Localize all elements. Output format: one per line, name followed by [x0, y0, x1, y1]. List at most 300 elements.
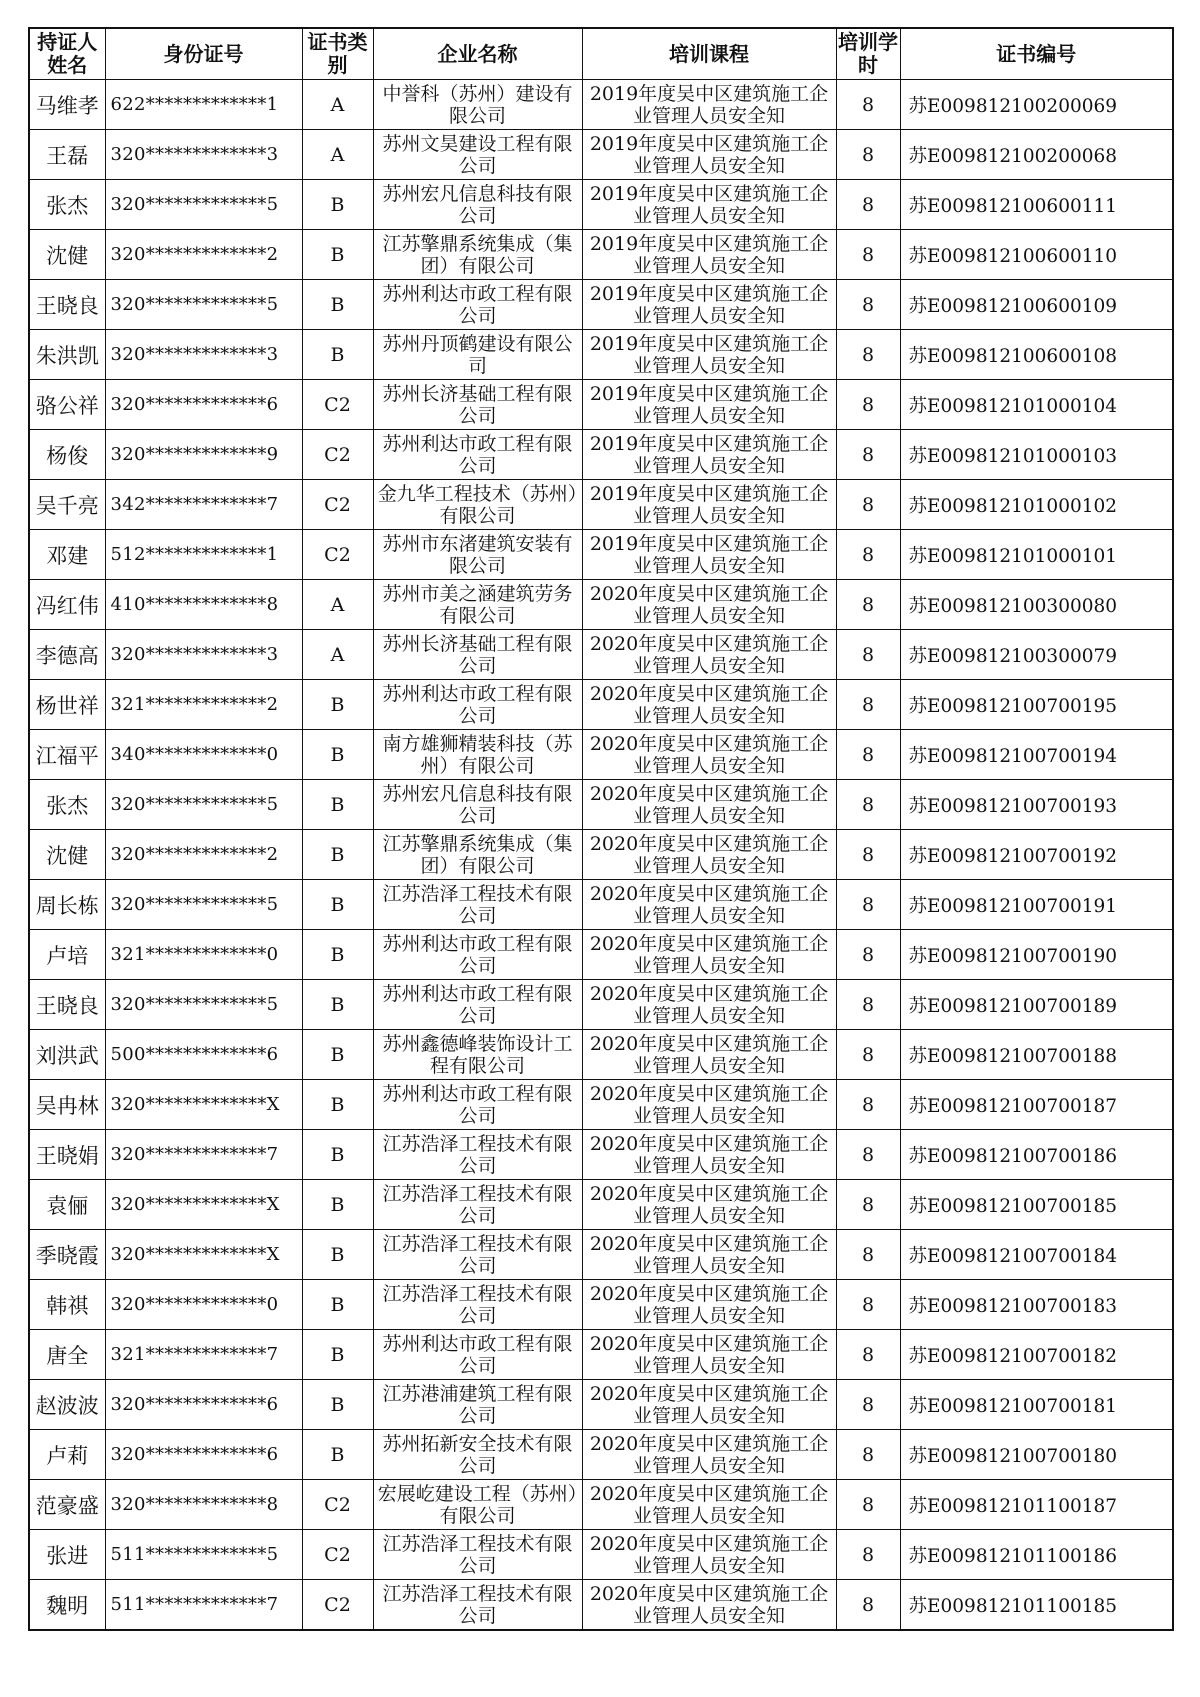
training-course-cell [582, 1430, 836, 1480]
cert-number-cell: 苏E009812100700189 [900, 980, 1173, 1030]
company-name-cell [373, 530, 582, 580]
company-name-cell [373, 580, 582, 630]
training-course-cell [582, 780, 836, 830]
holder-name-cell: 卢培 [29, 930, 105, 980]
company-name-text: 苏州利达市政工程有限公司 [382, 1333, 573, 1377]
table-row [29, 180, 1173, 230]
training-course-text: 2020年度吴中区建筑施工企业管理人员安全知 [589, 683, 829, 727]
training-hours-cell: 8 [836, 380, 900, 430]
company-name-cell [373, 1080, 582, 1130]
training-course-cell [582, 1580, 836, 1631]
id-number-cell: 340*************0 [105, 730, 302, 780]
id-number-cell: 320*************2 [105, 830, 302, 880]
cert-category-cell: C2 [302, 1530, 373, 1580]
holder-name-cell: 冯红伟 [29, 580, 105, 630]
company-name-text: 金九华工程技术（苏州）有限公司 [377, 483, 578, 527]
company-name-text: 江苏港浦建筑工程有限公司 [382, 1383, 573, 1427]
cert-number-cell: 苏E009812100700190 [900, 930, 1173, 980]
table-row [29, 130, 1173, 180]
cert-category-cell: B [302, 180, 373, 230]
cert-number-cell: 苏E009812100700193 [900, 780, 1173, 830]
training-hours-cell: 8 [836, 1230, 900, 1280]
holder-name-cell: 张进 [29, 1530, 105, 1580]
company-name-text: 苏州长济基础工程有限公司 [382, 383, 573, 427]
training-hours-cell: 8 [836, 880, 900, 930]
cert-number-cell: 苏E009812101100187 [900, 1480, 1173, 1530]
id-number-cell: 320*************5 [105, 780, 302, 830]
company-name-text: 苏州利达市政工程有限公司 [382, 683, 573, 727]
cert-category-cell: C2 [302, 380, 373, 430]
table-header-row [29, 28, 1173, 80]
cert-number-cell: 苏E009812100700191 [900, 880, 1173, 930]
holder-name-cell: 王晓良 [29, 980, 105, 1030]
company-name-cell [373, 780, 582, 830]
holder-name-cell: 沈健 [29, 830, 105, 880]
training-course-cell [582, 1030, 836, 1080]
cert-number-cell: 苏E009812100700180 [900, 1430, 1173, 1480]
training-course-cell [582, 680, 836, 730]
header-cert-number: 证书编号 [900, 28, 1173, 80]
table-row [29, 1580, 1173, 1631]
company-name-cell [373, 280, 582, 330]
table-row [29, 680, 1173, 730]
holder-name-cell: 季晓霞 [29, 1230, 105, 1280]
company-name-cell [373, 880, 582, 930]
company-name-text: 江苏浩泽工程技术有限公司 [382, 883, 573, 927]
training-course-text: 2020年度吴中区建筑施工企业管理人员安全知 [589, 1333, 829, 1377]
training-course-cell [582, 330, 836, 380]
training-course-cell [582, 1230, 836, 1280]
id-number-cell: 320*************7 [105, 1130, 302, 1180]
table-row [29, 330, 1173, 380]
table-row [29, 730, 1173, 780]
cert-number-cell: 苏E009812101000103 [900, 430, 1173, 480]
holder-name-cell: 范豪盛 [29, 1480, 105, 1530]
cert-category-cell: B [302, 330, 373, 380]
training-course-cell [582, 580, 836, 630]
holder-name-cell: 魏明 [29, 1580, 105, 1631]
training-hours-cell: 8 [836, 1130, 900, 1180]
table-row [29, 280, 1173, 330]
cert-category-cell: C2 [302, 480, 373, 530]
cert-category-cell: B [302, 1380, 373, 1430]
company-name-cell [373, 1180, 582, 1230]
company-name-text: 苏州拓新安全技术有限公司 [382, 1433, 573, 1477]
cert-number-cell: 苏E009812100700192 [900, 830, 1173, 880]
company-name-text: 江苏浩泽工程技术有限公司 [382, 1233, 573, 1277]
table-row [29, 1380, 1173, 1430]
company-name-text: 中誉科（苏州）建设有限公司 [382, 83, 573, 127]
table-row [29, 630, 1173, 680]
training-course-cell [582, 1130, 836, 1180]
training-hours-cell: 8 [836, 280, 900, 330]
cert-number-cell: 苏E009812100300079 [900, 630, 1173, 680]
cert-number-cell: 苏E009812100700185 [900, 1180, 1173, 1230]
company-name-text: 苏州市美之涵建筑劳务有限公司 [382, 583, 573, 627]
company-name-text: 江苏浩泽工程技术有限公司 [382, 1183, 573, 1227]
table-row [29, 230, 1173, 280]
training-course-cell [582, 1180, 836, 1230]
training-hours-cell: 8 [836, 130, 900, 180]
company-name-cell [373, 230, 582, 280]
company-name-cell [373, 130, 582, 180]
cert-number-cell: 苏E009812100300080 [900, 580, 1173, 630]
company-name-text: 苏州利达市政工程有限公司 [382, 1083, 573, 1127]
training-hours-cell: 8 [836, 630, 900, 680]
id-number-cell: 320*************8 [105, 1480, 302, 1530]
holder-name-cell: 张杰 [29, 180, 105, 230]
holder-name-cell: 袁俪 [29, 1180, 105, 1230]
table-row [29, 1080, 1173, 1130]
company-name-cell [373, 480, 582, 530]
holder-name-cell: 杨世祥 [29, 680, 105, 730]
cert-category-cell: B [302, 230, 373, 280]
company-name-cell [373, 1280, 582, 1330]
company-name-text: 江苏浩泽工程技术有限公司 [382, 1283, 573, 1327]
holder-name-cell: 赵波波 [29, 1380, 105, 1430]
company-name-text: 江苏擎鼎系统集成（集团）有限公司 [382, 233, 573, 277]
header-cert-category: 证书类别 [302, 28, 373, 80]
training-course-cell [582, 180, 836, 230]
training-course-text: 2019年度吴中区建筑施工企业管理人员安全知 [589, 133, 829, 177]
holder-name-cell: 江福平 [29, 730, 105, 780]
training-course-cell [582, 980, 836, 1030]
company-name-cell [373, 1380, 582, 1430]
company-name-cell [373, 680, 582, 730]
id-number-cell: 511*************7 [105, 1580, 302, 1631]
holder-name-cell: 韩祺 [29, 1280, 105, 1330]
table-row [29, 1030, 1173, 1080]
training-course-text: 2019年度吴中区建筑施工企业管理人员安全知 [589, 233, 829, 277]
training-hours-cell: 8 [836, 180, 900, 230]
table-row [29, 780, 1173, 830]
training-hours-cell: 8 [836, 1530, 900, 1580]
table-row [29, 830, 1173, 880]
cert-category-cell: C2 [302, 1480, 373, 1530]
header-training-course: 培训课程 [582, 28, 836, 80]
table-row [29, 1430, 1173, 1480]
training-course-text: 2020年度吴中区建筑施工企业管理人员安全知 [589, 733, 829, 777]
table-row [29, 980, 1173, 1030]
cert-category-cell: B [302, 1280, 373, 1330]
company-name-text: 江苏浩泽工程技术有限公司 [382, 1533, 573, 1577]
training-course-text: 2020年度吴中区建筑施工企业管理人员安全知 [589, 1533, 829, 1577]
id-number-cell: 342*************7 [105, 480, 302, 530]
training-course-text: 2019年度吴中区建筑施工企业管理人员安全知 [589, 483, 829, 527]
training-course-text: 2020年度吴中区建筑施工企业管理人员安全知 [589, 983, 829, 1027]
cert-category-cell: C2 [302, 530, 373, 580]
company-name-cell [373, 830, 582, 880]
company-name-cell [373, 980, 582, 1030]
training-course-cell [582, 530, 836, 580]
training-hours-cell: 8 [836, 580, 900, 630]
cert-number-cell: 苏E009812101100185 [900, 1580, 1173, 1631]
training-course-cell [582, 480, 836, 530]
id-number-cell: 320*************3 [105, 130, 302, 180]
id-number-cell: 320*************3 [105, 630, 302, 680]
cert-category-cell: B [302, 1430, 373, 1480]
training-course-text: 2020年度吴中区建筑施工企业管理人员安全知 [589, 933, 829, 977]
holder-name-cell: 张杰 [29, 780, 105, 830]
training-course-text: 2019年度吴中区建筑施工企业管理人员安全知 [589, 333, 829, 377]
training-course-text: 2020年度吴中区建筑施工企业管理人员安全知 [589, 1233, 829, 1277]
cert-category-cell: B [302, 680, 373, 730]
company-name-text: 苏州长济基础工程有限公司 [382, 633, 573, 677]
training-hours-cell: 8 [836, 1180, 900, 1230]
training-course-text: 2019年度吴中区建筑施工企业管理人员安全知 [589, 533, 829, 577]
training-course-cell [582, 930, 836, 980]
id-number-cell: 320*************9 [105, 430, 302, 480]
holder-name-cell: 刘洪武 [29, 1030, 105, 1080]
company-name-cell [373, 1530, 582, 1580]
company-name-text: 苏州利达市政工程有限公司 [382, 283, 573, 327]
id-number-cell: 320*************2 [105, 230, 302, 280]
training-hours-cell: 8 [836, 430, 900, 480]
training-hours-cell: 8 [836, 1580, 900, 1631]
id-number-cell: 320*************6 [105, 1430, 302, 1480]
table-row [29, 580, 1173, 630]
id-number-cell: 320*************6 [105, 380, 302, 430]
training-course-text: 2020年度吴中区建筑施工企业管理人员安全知 [589, 1283, 829, 1327]
cert-number-cell: 苏E009812100700195 [900, 680, 1173, 730]
table-row [29, 1180, 1173, 1230]
training-hours-cell: 8 [836, 1330, 900, 1380]
cert-category-cell: A [302, 80, 373, 130]
id-number-cell: 511*************5 [105, 1530, 302, 1580]
holder-name-cell: 吴千亮 [29, 480, 105, 530]
cert-number-cell: 苏E009812101000102 [900, 480, 1173, 530]
company-name-text: 江苏擎鼎系统集成（集团）有限公司 [382, 833, 573, 877]
holder-name-cell: 周长栋 [29, 880, 105, 930]
holder-name-cell: 沈健 [29, 230, 105, 280]
table-row [29, 1130, 1173, 1180]
cert-category-cell: B [302, 1030, 373, 1080]
table-body [29, 80, 1173, 1631]
id-number-cell: 320*************6 [105, 1380, 302, 1430]
cert-number-cell: 苏E009812100700184 [900, 1230, 1173, 1280]
training-hours-cell: 8 [836, 530, 900, 580]
training-course-cell [582, 380, 836, 430]
training-course-cell [582, 730, 836, 780]
company-name-text: 江苏浩泽工程技术有限公司 [382, 1133, 573, 1177]
company-name-text: 苏州文昊建设工程有限公司 [382, 133, 573, 177]
table-row [29, 80, 1173, 130]
cert-category-cell: B [302, 830, 373, 880]
company-name-cell [373, 80, 582, 130]
company-name-text: 苏州利达市政工程有限公司 [382, 933, 573, 977]
company-name-text: 江苏浩泽工程技术有限公司 [382, 1583, 573, 1627]
company-name-cell [373, 1430, 582, 1480]
holder-name-cell: 朱洪凯 [29, 330, 105, 380]
table-row [29, 930, 1173, 980]
header-company-name: 企业名称 [373, 28, 582, 80]
training-hours-cell: 8 [836, 930, 900, 980]
training-hours-cell: 8 [836, 480, 900, 530]
id-number-cell: 320*************5 [105, 880, 302, 930]
training-hours-cell: 8 [836, 1030, 900, 1080]
company-name-text: 苏州宏凡信息科技有限公司 [382, 183, 573, 227]
training-course-text: 2020年度吴中区建筑施工企业管理人员安全知 [589, 883, 829, 927]
id-number-cell: 320*************X [105, 1180, 302, 1230]
training-hours-cell: 8 [836, 780, 900, 830]
header-holder-name: 持证人姓名 [29, 28, 105, 80]
company-name-text: 苏州鑫德峰装饰设计工程有限公司 [382, 1033, 573, 1077]
company-name-cell [373, 380, 582, 430]
certificate-table [28, 27, 1174, 1631]
training-course-text: 2020年度吴中区建筑施工企业管理人员安全知 [589, 833, 829, 877]
cert-category-cell: A [302, 580, 373, 630]
company-name-cell [373, 1330, 582, 1380]
cert-number-cell: 苏E009812101000101 [900, 530, 1173, 580]
company-name-cell [373, 330, 582, 380]
cert-category-cell: B [302, 1180, 373, 1230]
cert-number-cell: 苏E009812101000104 [900, 380, 1173, 430]
training-course-text: 2020年度吴中区建筑施工企业管理人员安全知 [589, 1133, 829, 1177]
cert-number-cell: 苏E009812100600111 [900, 180, 1173, 230]
training-course-cell [582, 880, 836, 930]
company-name-text: 苏州利达市政工程有限公司 [382, 983, 573, 1027]
training-course-cell [582, 1080, 836, 1130]
cert-number-cell: 苏E009812100700182 [900, 1330, 1173, 1380]
company-name-cell [373, 1580, 582, 1631]
company-name-text: 苏州市东渚建筑安装有限公司 [382, 533, 573, 577]
id-number-cell: 320*************0 [105, 1280, 302, 1330]
holder-name-cell: 马维孝 [29, 80, 105, 130]
company-name-cell [373, 630, 582, 680]
training-hours-cell: 8 [836, 730, 900, 780]
training-hours-cell: 8 [836, 830, 900, 880]
id-number-cell: 321*************2 [105, 680, 302, 730]
training-course-text: 2019年度吴中区建筑施工企业管理人员安全知 [589, 283, 829, 327]
training-course-cell [582, 280, 836, 330]
table-row [29, 1230, 1173, 1280]
cert-category-cell: B [302, 1130, 373, 1180]
table-row [29, 880, 1173, 930]
id-number-cell: 320*************5 [105, 180, 302, 230]
cert-category-cell: B [302, 280, 373, 330]
training-course-text: 2020年度吴中区建筑施工企业管理人员安全知 [589, 1083, 829, 1127]
table-row [29, 530, 1173, 580]
cert-number-cell: 苏E009812100700194 [900, 730, 1173, 780]
header-training-hours: 培训学时 [836, 28, 900, 80]
header-id-number: 身份证号 [105, 28, 302, 80]
training-course-cell [582, 1530, 836, 1580]
company-name-cell [373, 1030, 582, 1080]
certificate-table-sheet [28, 27, 1172, 1631]
training-hours-cell: 8 [836, 680, 900, 730]
id-number-cell: 512*************1 [105, 530, 302, 580]
holder-name-cell: 吴冉林 [29, 1080, 105, 1130]
company-name-cell [373, 1230, 582, 1280]
cert-category-cell: B [302, 1230, 373, 1280]
company-name-cell [373, 430, 582, 480]
table-row [29, 1330, 1173, 1380]
company-name-text: 苏州宏凡信息科技有限公司 [382, 783, 573, 827]
training-course-text: 2019年度吴中区建筑施工企业管理人员安全知 [589, 83, 829, 127]
cert-category-cell: B [302, 730, 373, 780]
cert-number-cell: 苏E009812100700188 [900, 1030, 1173, 1080]
id-number-cell: 622*************1 [105, 80, 302, 130]
training-course-text: 2020年度吴中区建筑施工企业管理人员安全知 [589, 1433, 829, 1477]
holder-name-cell: 邓建 [29, 530, 105, 580]
training-hours-cell: 8 [836, 1480, 900, 1530]
training-hours-cell: 8 [836, 1080, 900, 1130]
cert-number-cell: 苏E009812100600109 [900, 280, 1173, 330]
id-number-cell: 320*************5 [105, 980, 302, 1030]
training-course-text: 2019年度吴中区建筑施工企业管理人员安全知 [589, 383, 829, 427]
company-name-text: 苏州利达市政工程有限公司 [382, 433, 573, 477]
holder-name-cell: 骆公祥 [29, 380, 105, 430]
id-number-cell: 320*************X [105, 1080, 302, 1130]
holder-name-cell: 李德高 [29, 630, 105, 680]
id-number-cell: 321*************0 [105, 930, 302, 980]
training-hours-cell: 8 [836, 330, 900, 380]
cert-category-cell: A [302, 630, 373, 680]
id-number-cell: 500*************6 [105, 1030, 302, 1080]
cert-number-cell: 苏E009812100200068 [900, 130, 1173, 180]
cert-number-cell: 苏E009812100700186 [900, 1130, 1173, 1180]
training-course-cell [582, 1480, 836, 1530]
table-row [29, 1480, 1173, 1530]
cert-number-cell: 苏E009812100700183 [900, 1280, 1173, 1330]
company-name-cell [373, 730, 582, 780]
training-course-cell [582, 430, 836, 480]
training-course-text: 2020年度吴中区建筑施工企业管理人员安全知 [589, 633, 829, 677]
training-course-cell [582, 130, 836, 180]
company-name-cell [373, 1130, 582, 1180]
id-number-cell: 410*************8 [105, 580, 302, 630]
holder-name-cell: 唐全 [29, 1330, 105, 1380]
training-course-text: 2020年度吴中区建筑施工企业管理人员安全知 [589, 1183, 829, 1227]
training-hours-cell: 8 [836, 230, 900, 280]
cert-category-cell: B [302, 1080, 373, 1130]
training-course-cell [582, 1380, 836, 1430]
holder-name-cell: 王晓良 [29, 280, 105, 330]
training-hours-cell: 8 [836, 1280, 900, 1330]
holder-name-cell: 王晓娟 [29, 1130, 105, 1180]
cert-number-cell: 苏E009812100700181 [900, 1380, 1173, 1430]
id-number-cell: 321*************7 [105, 1330, 302, 1380]
cert-category-cell: B [302, 1330, 373, 1380]
training-course-text: 2020年度吴中区建筑施工企业管理人员安全知 [589, 1383, 829, 1427]
training-course-cell [582, 1280, 836, 1330]
table-row [29, 430, 1173, 480]
training-hours-cell: 8 [836, 980, 900, 1030]
holder-name-cell: 卢莉 [29, 1430, 105, 1480]
cert-category-cell: B [302, 930, 373, 980]
training-course-cell [582, 80, 836, 130]
cert-category-cell: C2 [302, 430, 373, 480]
cert-number-cell: 苏E009812100200069 [900, 80, 1173, 130]
id-number-cell: 320*************3 [105, 330, 302, 380]
company-name-cell [373, 180, 582, 230]
training-course-text: 2020年度吴中区建筑施工企业管理人员安全知 [589, 783, 829, 827]
training-course-text: 2020年度吴中区建筑施工企业管理人员安全知 [589, 583, 829, 627]
training-course-cell [582, 230, 836, 280]
cert-category-cell: C2 [302, 1580, 373, 1631]
table-row [29, 480, 1173, 530]
id-number-cell: 320*************X [105, 1230, 302, 1280]
training-course-text: 2020年度吴中区建筑施工企业管理人员安全知 [589, 1483, 829, 1527]
company-name-text: 苏州丹顶鹤建设有限公司 [382, 333, 573, 377]
training-course-text: 2019年度吴中区建筑施工企业管理人员安全知 [589, 183, 829, 227]
table-row [29, 1280, 1173, 1330]
cert-category-cell: A [302, 130, 373, 180]
training-hours-cell: 8 [836, 80, 900, 130]
cert-number-cell: 苏E009812101100186 [900, 1530, 1173, 1580]
table-row [29, 380, 1173, 430]
training-hours-cell: 8 [836, 1380, 900, 1430]
